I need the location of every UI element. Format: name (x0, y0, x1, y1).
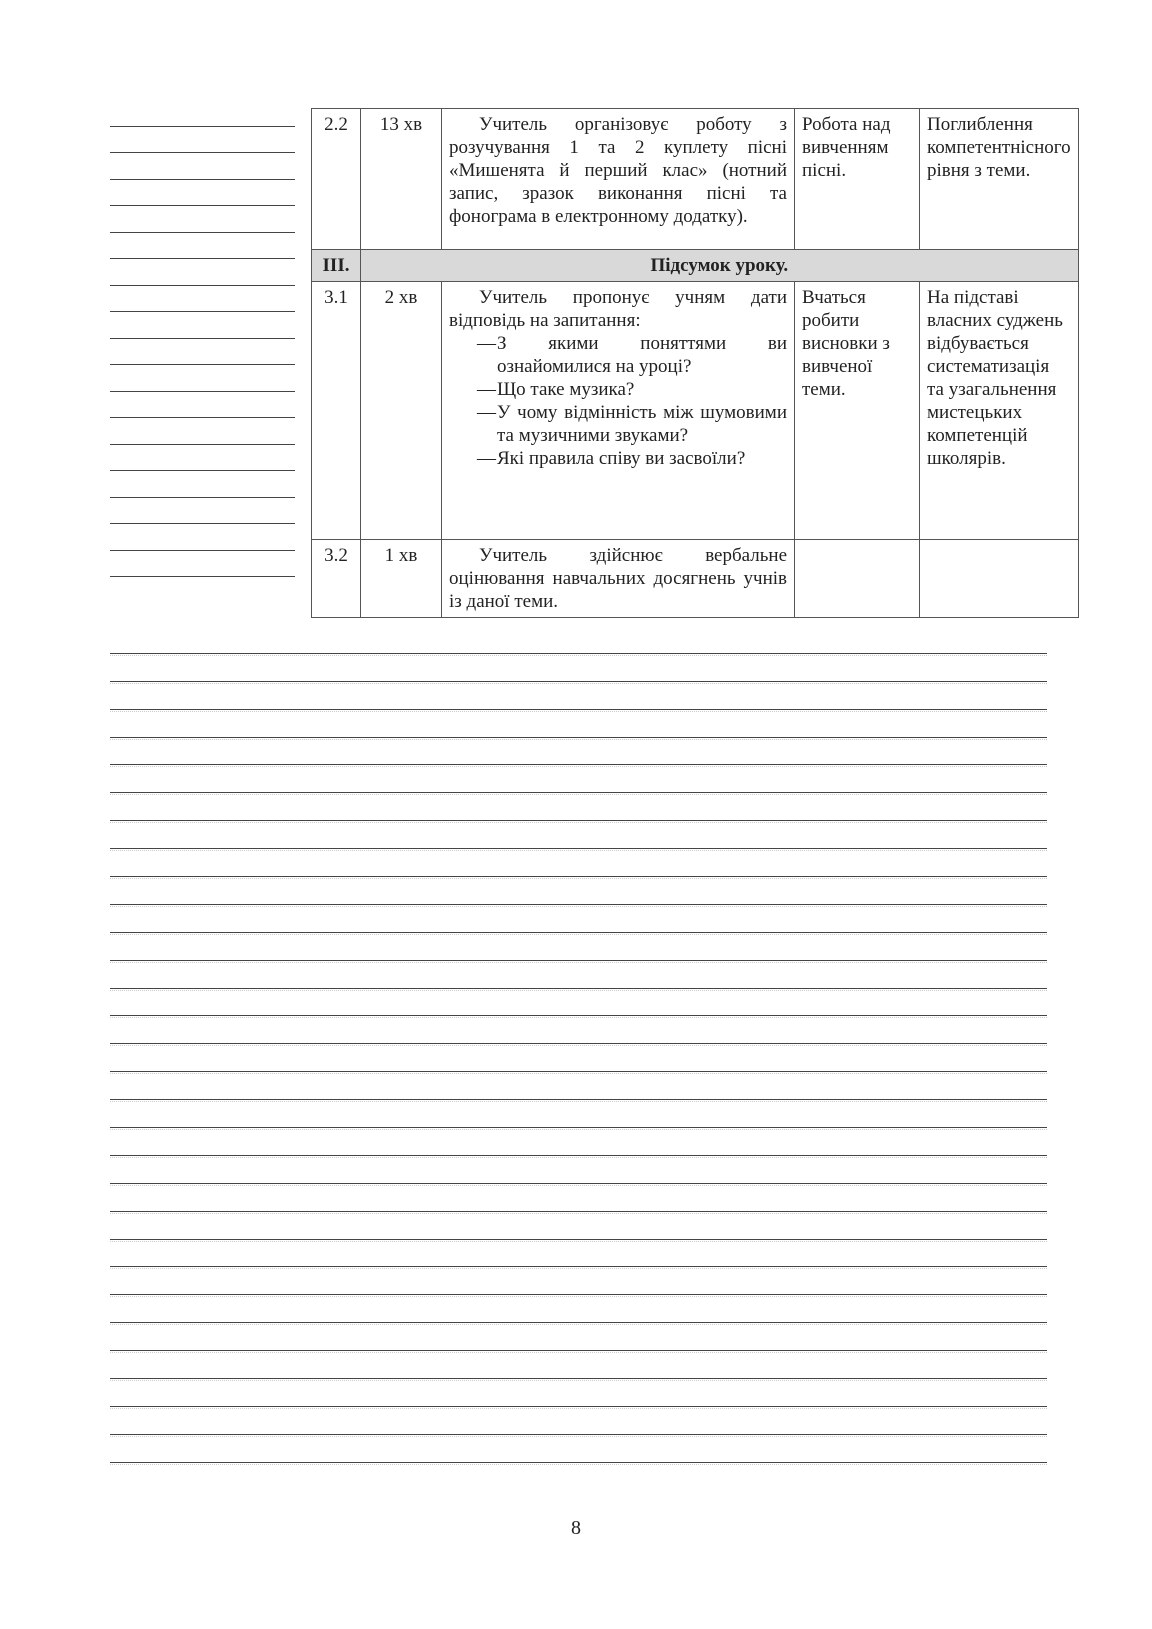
note-line (110, 1016, 1047, 1044)
note-line (110, 933, 1047, 961)
note-line (110, 849, 1047, 877)
note-line (110, 259, 295, 286)
note-line (110, 206, 295, 233)
question-intro: Учитель пропонує учням дати відповідь на запитання: (449, 287, 787, 331)
note-line (110, 392, 295, 419)
note-line (110, 1212, 1047, 1240)
row-time: 2 хв (361, 282, 442, 540)
note-line (110, 1295, 1047, 1323)
row-activity: Вчаться робити висновки з вивченої теми. (795, 282, 920, 540)
row-number: 3.1 (312, 282, 361, 540)
note-line (110, 339, 295, 366)
note-line (110, 682, 1047, 710)
lesson-plan-table (311, 108, 1079, 618)
row-time: 1 хв (361, 540, 442, 618)
section-title: Підсумок уроку. (361, 250, 1079, 282)
row-content: Учитель організовує роботу з розучування 1 та 2 куплету пісні «Мишенята й перший клас» (нотний запис, зразок виконання пісні та фонограма в електронному додатку). (442, 109, 795, 250)
note-line (110, 626, 1047, 654)
note-line (110, 180, 295, 207)
note-line (110, 127, 295, 154)
row-content: Учитель здійснює вербальне оцінювання навчальних досягнень учнів із даної теми. (442, 540, 795, 618)
note-line (110, 100, 295, 127)
row-result (920, 540, 1079, 618)
note-line (110, 365, 295, 392)
note-line (110, 989, 1047, 1017)
note-line (110, 793, 1047, 821)
list-item: — Що таке музика? (477, 378, 787, 401)
note-line (110, 153, 295, 180)
note-line (110, 1240, 1047, 1268)
row-result: Поглиблення компетентнісного рівня з теми. (920, 109, 1079, 250)
table-row (312, 282, 1079, 540)
notes-lines (110, 626, 1047, 1463)
row-activity (795, 540, 920, 618)
row-activity: Робота над вивченням пісні. (795, 109, 920, 250)
note-line (110, 1100, 1047, 1128)
list-item: — У чому відмінність між шумовими та музичними звуками? (477, 401, 787, 447)
list-item: — Які правила співу ви засвоїли? (477, 447, 787, 470)
row-content (442, 282, 795, 540)
note-line (110, 654, 1047, 682)
note-line (110, 1128, 1047, 1156)
note-line (110, 524, 295, 551)
note-line (110, 1351, 1047, 1379)
table-row (312, 540, 1079, 618)
note-line (110, 471, 295, 498)
note-line (110, 1379, 1047, 1407)
row-number: 3.2 (312, 540, 361, 618)
note-line (110, 1044, 1047, 1072)
page-number: 8 (571, 1517, 581, 1539)
note-line (110, 551, 295, 578)
note-line (110, 961, 1047, 989)
note-line (110, 710, 1047, 738)
question-list (449, 332, 787, 470)
note-line (110, 1184, 1047, 1212)
note-line (110, 1156, 1047, 1184)
note-line (110, 286, 295, 313)
note-line (110, 905, 1047, 933)
note-line (110, 1435, 1047, 1463)
margin-note-lines (110, 100, 295, 577)
row-time: 13 хв (361, 109, 442, 250)
note-line (110, 418, 295, 445)
section-row (312, 250, 1079, 282)
note-line (110, 312, 295, 339)
table-row (312, 109, 1079, 250)
note-line (110, 1323, 1047, 1351)
list-item: — З якими поняттями ви ознайомилися на уроці? (477, 332, 787, 378)
row-number: 2.2 (312, 109, 361, 250)
note-line (110, 233, 295, 260)
note-line (110, 765, 1047, 793)
note-line (110, 877, 1047, 905)
note-line (110, 738, 1047, 766)
row-result: На підставі власних суджень відбувається систематизація та узагальнення мистецьких компетенцій школярів. (920, 282, 1079, 540)
note-line (110, 1267, 1047, 1295)
note-line (110, 1072, 1047, 1100)
note-line (110, 445, 295, 472)
note-line (110, 821, 1047, 849)
note-line (110, 498, 295, 525)
section-number: III. (312, 250, 361, 282)
note-line (110, 1407, 1047, 1435)
